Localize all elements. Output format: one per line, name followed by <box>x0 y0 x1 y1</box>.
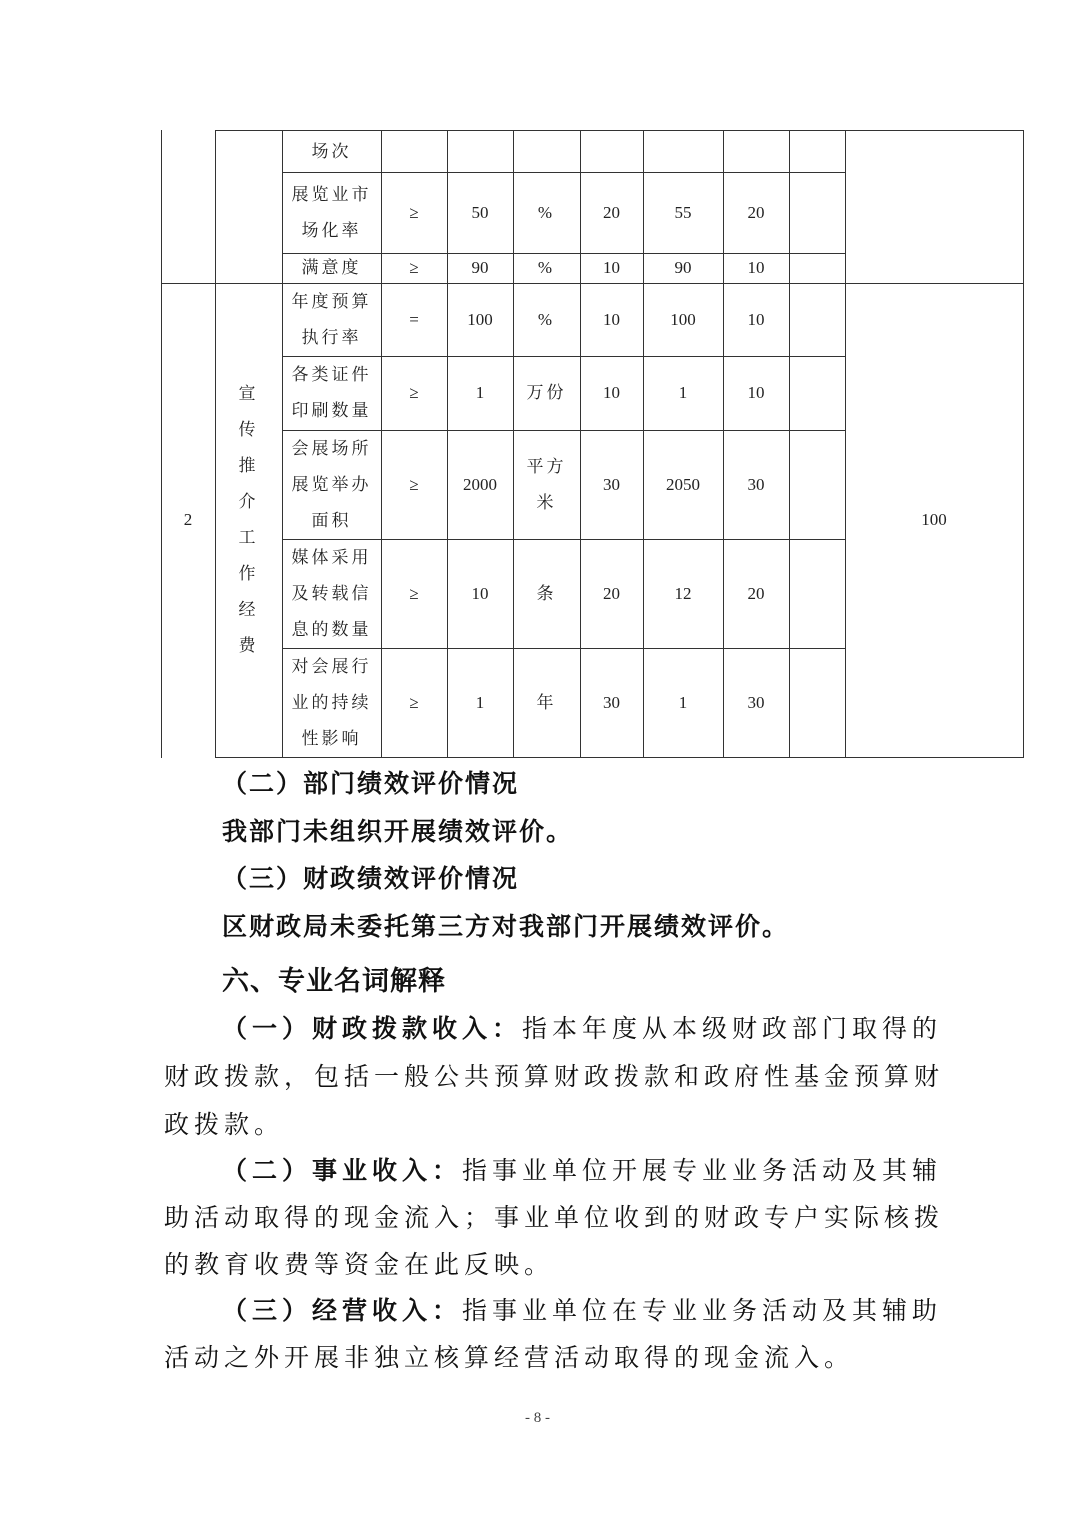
table-rule <box>381 130 382 758</box>
glossary-item-2-line-3: 的教育收费等资金在此反映。 <box>164 1250 555 1279</box>
target-cell: 90 <box>471 258 489 277</box>
weight-cell: 10 <box>603 383 620 402</box>
table-rule <box>580 130 581 758</box>
unit-cell: % <box>537 202 556 222</box>
indicator-cell: 展览业市场化率 <box>291 184 372 240</box>
note-cell <box>789 253 845 283</box>
glossary-item-3-line-1 <box>222 1287 942 1335</box>
unit-cell: 条 <box>536 583 557 603</box>
target-cell <box>447 130 513 172</box>
weight-cell <box>580 130 643 172</box>
table-rule <box>282 172 846 173</box>
weight-cell: 30 <box>603 474 620 494</box>
indicator-cell: 各类证件印刷数量 <box>291 365 372 420</box>
note-cell <box>789 648 845 757</box>
unit-cell <box>513 130 580 172</box>
score-cell: 20 <box>747 583 765 603</box>
weight-cell: 10 <box>603 309 620 329</box>
table-rule <box>845 130 846 758</box>
weight-cell: 20 <box>603 202 620 222</box>
indicator-cell: 对会展行业的持续性影响 <box>291 656 372 748</box>
score-cell: 10 <box>747 258 765 277</box>
dept-eval-heading: （二）部门绩效评价情况 <box>222 769 520 798</box>
actual-cell: 55 <box>674 202 692 222</box>
actual-cell: 100 <box>670 309 696 329</box>
weight-cell: 30 <box>603 692 620 712</box>
actual-cell: 1 <box>678 692 688 712</box>
note-cell <box>789 539 845 648</box>
target-cell: 10 <box>471 583 489 603</box>
glossary-heading: 六、专业名词解释 <box>222 966 446 997</box>
table-rule <box>282 430 846 431</box>
table-rule <box>447 130 448 758</box>
score-cell: 10 <box>747 383 765 402</box>
indicator-cell: 场次 <box>311 142 352 161</box>
score-cell <box>723 130 789 172</box>
glossary-text: 指事业单位在专业业务活动及其辅助 <box>462 1296 943 1325</box>
indicator-cell: 年度预算执行率 <box>291 291 372 347</box>
glossary-text: 指事业单位开展专业业务活动及其辅 <box>462 1156 943 1185</box>
actual-cell <box>643 130 723 172</box>
operator-cell <box>381 130 447 172</box>
score-cell: 30 <box>747 692 765 712</box>
glossary-item-1-line-3: 政拨款。 <box>164 1110 285 1139</box>
table-rule <box>282 648 846 649</box>
glossary-term: （一）财政拨款收入： <box>222 1014 523 1043</box>
note-cell <box>789 356 845 430</box>
table-rule <box>513 130 514 758</box>
operator-cell: = <box>409 309 419 329</box>
note-cell <box>789 130 845 172</box>
total-score-cell: 100 <box>921 510 947 529</box>
table-rule <box>215 130 1024 131</box>
weight-cell: 20 <box>603 583 620 603</box>
note-cell <box>789 283 845 356</box>
target-cell: 1 <box>475 692 485 712</box>
unit-cell: % <box>537 258 556 277</box>
actual-cell: 12 <box>674 583 692 603</box>
table-rule <box>215 757 1024 758</box>
glossary-term: （二）事业收入： <box>222 1156 463 1185</box>
operator-cell: ≥ <box>409 474 419 494</box>
fin-eval-heading: （三）财政绩效评价情况 <box>222 864 520 893</box>
table-rule <box>161 283 1024 284</box>
table-rule <box>789 130 790 758</box>
score-cell: 20 <box>747 202 765 222</box>
glossary-item-1-line-2: 财政拨款，包括一般公共预算财政拨款和政府性基金预算财 <box>164 1062 945 1091</box>
actual-cell: 90 <box>674 258 692 277</box>
glossary-text: 指本年度从本级财政部门取得的 <box>522 1014 943 1043</box>
operator-cell: ≥ <box>409 692 419 712</box>
indicator-cell: 满意度 <box>301 258 362 277</box>
actual-cell: 2050 <box>666 474 700 494</box>
target-cell: 50 <box>471 202 489 222</box>
indicator-cell: 媒体采用及转载信息的数量 <box>291 547 372 639</box>
note-cell <box>789 172 845 253</box>
glossary-item-3-line-2: 活动之外开展非独立核算经营活动取得的现金流入。 <box>164 1343 855 1372</box>
table-rule <box>282 539 846 540</box>
note-cell <box>789 430 845 539</box>
target-cell: 2000 <box>463 474 497 494</box>
operator-cell: ≥ <box>409 258 419 277</box>
operator-cell: ≥ <box>409 202 419 222</box>
glossary-item-2-line-1 <box>222 1147 942 1195</box>
table-rule <box>723 130 724 758</box>
actual-cell: 1 <box>678 383 688 402</box>
unit-cell: 万份 <box>526 383 567 402</box>
row-index-cell: 2 <box>183 510 193 529</box>
table-rule <box>282 253 846 254</box>
fin-eval-text: 区财政局未委托第三方对我部门开展绩效评价。 <box>222 912 790 941</box>
weight-cell: 10 <box>603 258 620 277</box>
target-cell: 100 <box>467 309 493 329</box>
unit-cell: 平方米 <box>526 456 567 512</box>
project-name-cell: 宣传推介工作经费 <box>238 384 259 655</box>
target-cell: 1 <box>475 383 485 402</box>
operator-cell: ≥ <box>409 383 419 402</box>
unit-cell: % <box>537 309 556 329</box>
table-rule <box>161 130 162 758</box>
glossary-item-1-line-1 <box>222 1005 942 1053</box>
table-rule <box>282 356 846 357</box>
score-cell: 30 <box>747 474 765 494</box>
indicator-cell: 会展场所展览举办面积 <box>291 438 372 530</box>
operator-cell: ≥ <box>409 583 419 603</box>
page-number: - 8 - <box>525 1410 550 1426</box>
glossary-term: （三）经营收入： <box>222 1296 463 1325</box>
unit-cell: 年 <box>536 692 557 712</box>
table-rule <box>1023 130 1024 758</box>
dept-eval-text: 我部门未组织开展绩效评价。 <box>222 817 574 846</box>
glossary-item-2-line-2: 助活动取得的现金流入；事业单位收到的财政专户实际核拨 <box>164 1203 945 1232</box>
table-rule <box>643 130 644 758</box>
table-rule <box>282 130 283 758</box>
table-rule <box>215 130 216 758</box>
score-cell: 10 <box>747 309 765 329</box>
